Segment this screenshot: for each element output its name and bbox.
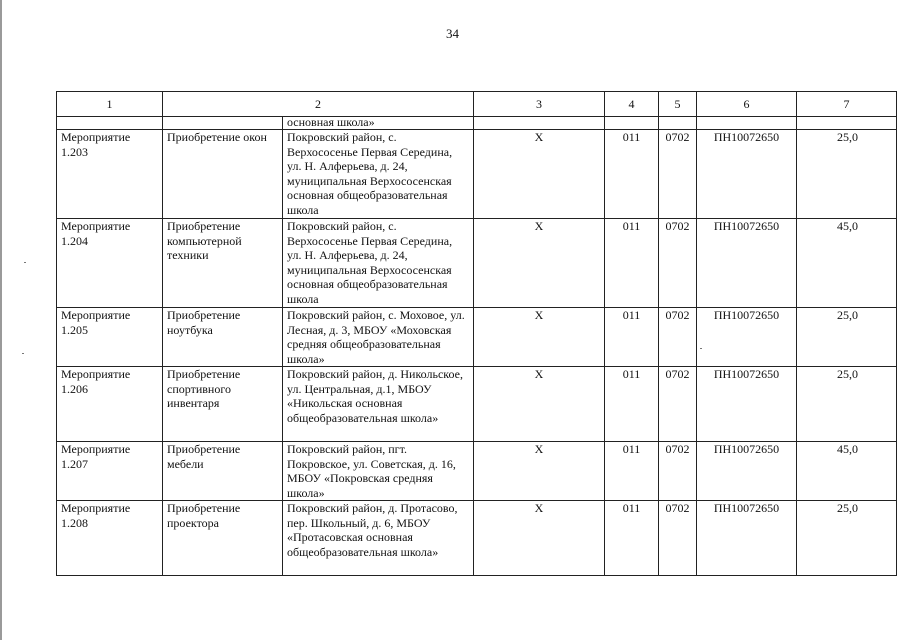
target-cell: ПН10072650 [697,367,797,442]
page-number: 34 [446,26,459,41]
item-cell: Приобретение мебели [163,442,283,501]
event-cell: Мероприятие 1.204 [57,219,163,308]
column-header: 2 [163,92,474,117]
table-row [57,308,897,367]
table-row [57,501,897,576]
code-cell: 011 [605,130,659,219]
target-cell: ПН10072650 [697,308,797,367]
code-cell: 011 [605,501,659,576]
section-cell: 0702 [659,308,697,367]
amount-cell: 25,0 [797,367,897,442]
item-cell: Приобретение спортивного инвентаря [163,367,283,442]
address-cell: Покровский район, д. Протасово, пер. Школьный, д. 6, МБОУ «Протасовская основная общеобразовательная школа» [283,501,474,576]
code-cell: 011 [605,219,659,308]
target-cell: ПН10072650 [697,130,797,219]
column-header: 1 [57,92,163,117]
col3-cell: X [474,219,605,308]
budget-table [56,91,897,576]
item-cell: Приобретение проектора [163,501,283,576]
section-cell: 0702 [659,501,697,576]
address-cell: Покровский район, с. Верхососенье Первая Середина, ул. Н. Алферьева, д. 24, муниципальная Верхососенская основная общеобразовательная школа [283,219,474,308]
amount-cell: 25,0 [797,501,897,576]
section-cell: 0702 [659,130,697,219]
page-edge-shadow [0,0,2,640]
col3-cell: X [474,367,605,442]
col3-cell: X [474,501,605,576]
event-cell: Мероприятие 1.207 [57,442,163,501]
scan-speck [22,353,24,354]
item-cell: Приобретение компьютерной техники [163,219,283,308]
code-cell: 011 [605,442,659,501]
section-cell: 0702 [659,442,697,501]
table-row [57,367,897,442]
event-cell: Мероприятие 1.208 [57,501,163,576]
target-cell: ПН10072650 [697,219,797,308]
table-row [57,442,897,501]
section-cell: 0702 [659,367,697,442]
address-cell: Покровский район, пгт. Покровское, ул. Советская, д. 16, МБОУ «Покровская средняя школа» [283,442,474,501]
column-header: 6 [697,92,797,117]
item-cell: Приобретение окон [163,130,283,219]
target-cell: ПН10072650 [697,442,797,501]
header-row [57,92,897,117]
table-row [57,130,897,219]
address-cell: Покровский район, с. Верхососенье Первая Середина, ул. Н. Алферьева, д. 24, муниципальная Верхососенская основная общеобразовательная школа [283,130,474,219]
col3-cell: X [474,308,605,367]
col3-cell: X [474,130,605,219]
table-row [57,219,897,308]
address-cell: Покровский район, д. Никольское, ул. Центральная, д.1, МБОУ «Никольская основная общеобразовательная школа» [283,367,474,442]
col3-cell: X [474,442,605,501]
continuation-row [57,117,897,130]
event-cell: Мероприятие 1.205 [57,308,163,367]
column-header: 7 [797,92,897,117]
address-cell: Покровский район, с. Моховое, ул. Лесная, д. 3, МБОУ «Моховская средняя общеобразовательная школа» [283,308,474,367]
continuation-text: основная школа» [283,117,474,130]
amount-cell: 45,0 [797,219,897,308]
code-cell: 011 [605,367,659,442]
event-cell: Мероприятие 1.206 [57,367,163,442]
amount-cell: 25,0 [797,308,897,367]
amount-cell: 45,0 [797,442,897,501]
section-cell: 0702 [659,219,697,308]
target-cell: ПН10072650 [697,501,797,576]
item-cell: Приобретение ноутбука [163,308,283,367]
amount-cell: 25,0 [797,130,897,219]
event-cell: Мероприятие 1.203 [57,130,163,219]
scan-speck [24,262,26,263]
column-header: 4 [605,92,659,117]
code-cell: 011 [605,308,659,367]
scan-speck [700,348,702,349]
column-header: 5 [659,92,697,117]
column-header: 3 [474,92,605,117]
